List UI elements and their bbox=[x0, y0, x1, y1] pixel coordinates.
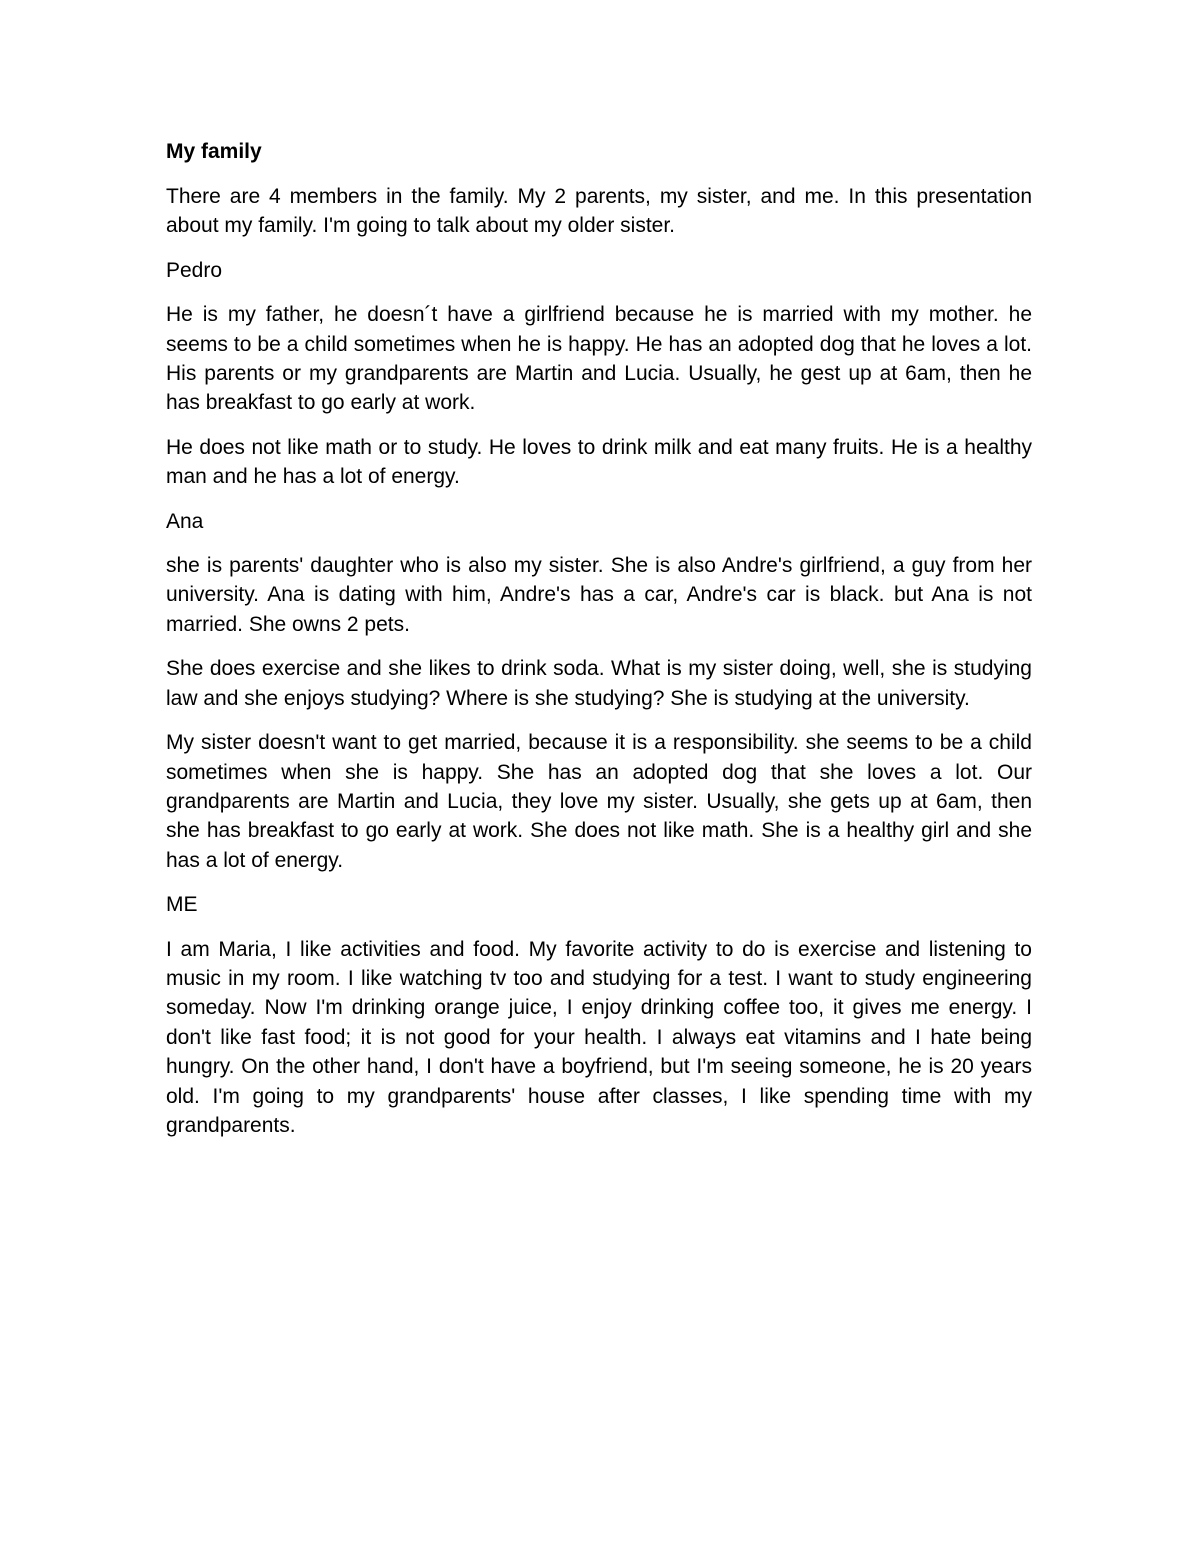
section-heading-ana: Ana bbox=[166, 509, 204, 533]
section-heading-me: ME bbox=[166, 893, 198, 917]
intro-paragraph: There are 4 members in the family. My 2 parents, my sister, and me. In this presentation about my family. I'm going to talk about my older sister. bbox=[166, 185, 1032, 238]
ana-paragraph-1: she is parents' daughter who is also my sister. She is also Andre's girlfriend, a guy from her university. Ana is dating with him, Andre's has a car, Andre's car is black. but Ana is not married. She owns 2 pets. bbox=[166, 554, 1032, 636]
section-heading-pedro: Pedro bbox=[166, 258, 223, 282]
document-title: My family bbox=[166, 140, 262, 163]
ana-paragraph-3: My sister doesn't want to get married, because it is a responsibility. she seems to be a child sometimes when she is happy. She has an adopted dog that she loves a lot. Our grandparents are Martin and Lucia, they love my sister. Usually, she gets up at 6am, then she has breakfast to go early at work. She does not like math. She is a healthy girl and she has a lot of energy. bbox=[166, 731, 1032, 872]
pedro-paragraph-1: He is my father, he doesn´t have a girlfriend because he is married with my mother. he seems to be a child sometimes when he is happy. He has an adopted dog that he loves a lot. His parents or my grandparents are Martin and Lucia. Usually, he gest up at 6am, then he has breakfast to go early at work. bbox=[166, 303, 1032, 415]
pedro-paragraph-2: He does not like math or to study. He loves to drink milk and eat many fruits. He is a healthy man and he has a lot of energy. bbox=[166, 435, 1032, 489]
document-page bbox=[166, 137, 1032, 1155]
ana-paragraph-2: She does exercise and she likes to drink soda. What is my sister doing, well, she is studying law and she enjoys studying? Where is she studying? She is studying at the university. bbox=[166, 657, 1032, 710]
me-paragraph: I am Maria, I like activities and food. My favorite activity to do is exercise and listening to music in my room. I like watching tv too and studying for a test. I want to study engineering someday. Now I'm drinking orange juice, I enjoy drinking coffee too, it gives me energy. I don't like fast food; it is not good for your health. I always eat vitamins and I hate being hungry. On the other hand, I don't have a boyfriend, but I'm seeing someone, he is 20 years old. I'm going to my grandparents' house after classes, I like spending time with my grandparents. bbox=[166, 937, 1032, 1137]
